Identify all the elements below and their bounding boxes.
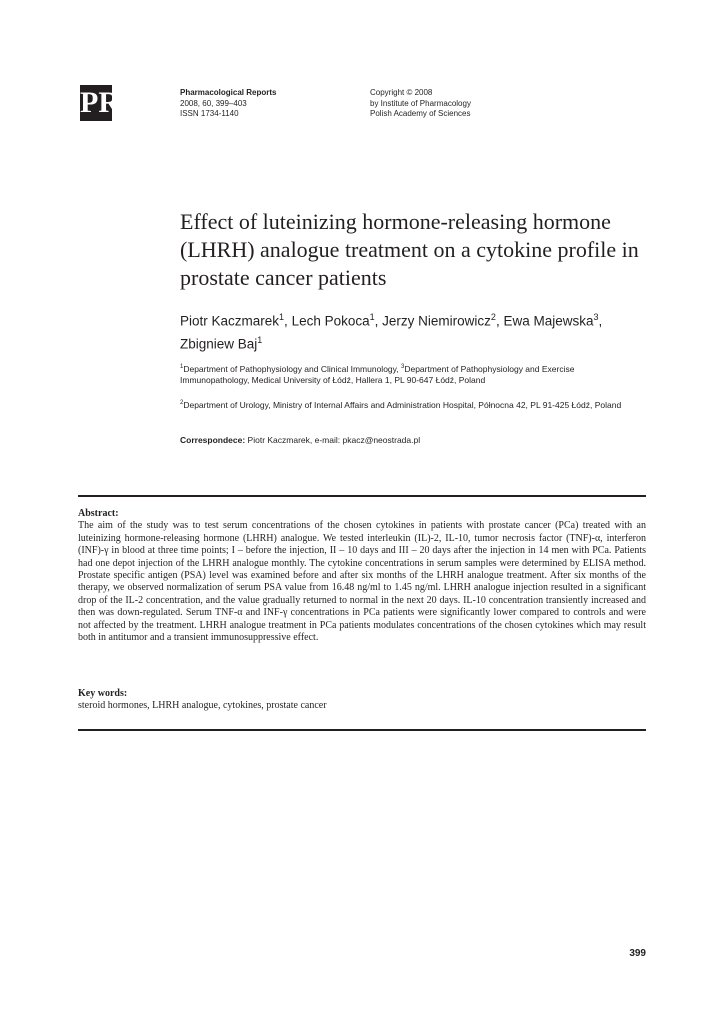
abstract-heading: Abstract: bbox=[78, 508, 119, 519]
abstract-section bbox=[78, 508, 646, 644]
affiliation-mark: 3 bbox=[401, 364, 405, 370]
author-separator: , bbox=[598, 313, 603, 329]
author-affiliation-mark: 2 bbox=[490, 312, 496, 322]
copyright-info bbox=[370, 88, 471, 120]
affiliation-text: Department of Pathophysiology and Clinical Immunology, bbox=[183, 363, 401, 374]
abstract-text: The aim of the study was to test serum concentrations of the chosen cytokines in patients with prostate cancer (PCa) treated with an luteinizing hormone-releasing hormone (LHRH) analogue. We tested interleukin (IL)-2, IL-10, tumor necrosis factor (TNF)-α, interferon (INF)-γ in blood at three time points; I – before the injection, II – 10 days and III – 20 days after the injection in 14 men with PCa. Patients had one depot injection of the LHRH analogue monthly. The cytokine concentrations in serum samples were determined by ELISA method. Prostate specific antigen (PSA) level was examined before and after six months of the LHRH analogue treatment. After six months of the therapy, we observed normalization of serum PSA value from 16.48 ng/ml to 1.45 ng/ml. LHRH analogue injection resulted in a significant drop of the IL-2 concentration, and the value gradually returned to normal in the next 20 days. IL-10 concentration transiently increased and then was down-regulated. Serum TNF-α and INF-γ concentrations in PCa patients were significantly lower compared to controls and were not affected by the treatment. LHRH analogue treatment in PCa patients modulates concentrations of the chosen cytokines which may result both in antitumor and a transient immunosuppressive effect. bbox=[78, 520, 646, 644]
affiliation-text: Department of Urology, Ministry of Internal Affairs and Administration Hospital, Północna 42, PL 91-425 Łódź, Poland bbox=[183, 399, 622, 410]
copyright-line-3: Polish Academy of Sciences bbox=[370, 109, 471, 118]
affiliation-2 bbox=[180, 398, 640, 411]
journal-volume: 2008, 60, 399–403 bbox=[180, 98, 247, 108]
correspondence-text: Piotr Kaczmarek, e-mail: pkacz@neostrada.pl bbox=[245, 435, 421, 445]
journal-issn: ISSN 1734-1140 bbox=[180, 109, 239, 118]
affiliation-1-3 bbox=[180, 362, 640, 386]
keywords-section bbox=[78, 688, 646, 713]
author-affiliation-mark: 1 bbox=[257, 334, 263, 345]
author-name: Lech Pokoca bbox=[291, 313, 370, 329]
logo-glyph: PR bbox=[80, 86, 120, 119]
correspondence-label: Correspondece: bbox=[180, 435, 246, 445]
author-affiliation-mark: 3 bbox=[593, 312, 599, 322]
divider-bottom bbox=[78, 729, 646, 731]
journal-logo bbox=[80, 85, 120, 121]
author-separator: , bbox=[374, 313, 383, 329]
journal-info bbox=[180, 88, 276, 120]
affiliation-mark: 1 bbox=[180, 364, 184, 370]
article-title: Effect of luteinizing hormone-releasing hormone (LHRH) analogue treatment on a cytokine profile in prostate cancer patients bbox=[180, 209, 639, 290]
page-number: 399 bbox=[629, 948, 646, 959]
author-name: Jerzy Niemirowicz bbox=[382, 313, 491, 329]
author-name: Zbigniew Baj bbox=[180, 336, 258, 351]
author-name: Ewa Majewska bbox=[503, 313, 594, 329]
author-name: Piotr Kaczmarek bbox=[180, 313, 280, 329]
keywords-text: steroid hormones, LHRH analogue, cytokines, prostate cancer bbox=[78, 700, 327, 712]
author-list bbox=[180, 308, 650, 353]
copyright-line-2: by Institute of Pharmacology bbox=[370, 98, 471, 108]
journal-name: Pharmacological Reports bbox=[180, 88, 277, 97]
affiliation-mark: 2 bbox=[180, 400, 184, 406]
author-affiliation-mark: 1 bbox=[279, 312, 285, 322]
correspondence bbox=[180, 435, 420, 446]
keywords-heading: Key words: bbox=[78, 688, 128, 699]
affiliation-text: Department of Pathophysiology and Exercise Immunopathology, Medical University of Łódź, Hallera 1, PL 90-647 Łódź, Poland bbox=[180, 363, 575, 385]
author-separator: , bbox=[284, 313, 292, 329]
copyright-line-1: Copyright © 2008 bbox=[370, 88, 433, 97]
author-affiliation-mark: 1 bbox=[369, 312, 375, 322]
author-separator: , bbox=[495, 313, 504, 329]
divider-top bbox=[78, 495, 646, 497]
